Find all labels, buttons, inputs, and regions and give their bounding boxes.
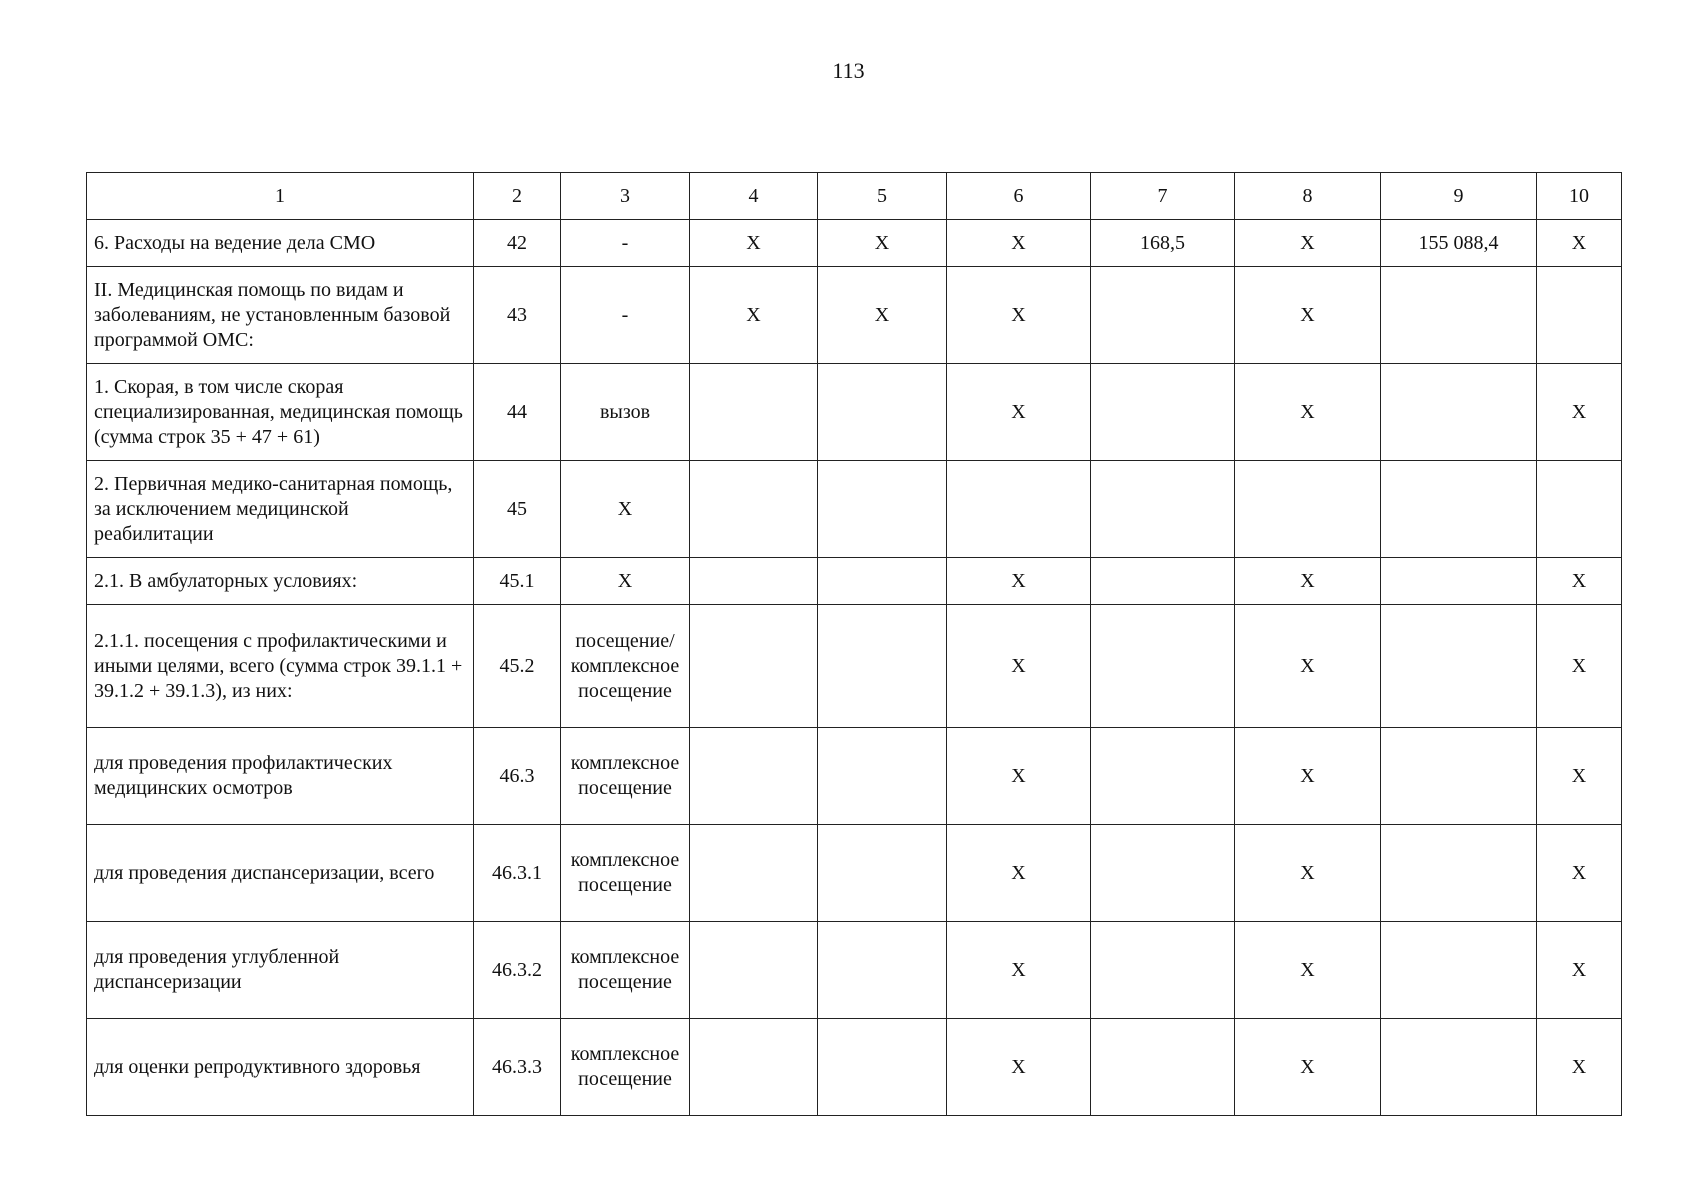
table-cell — [690, 364, 818, 461]
table-cell: 46.3.2 — [474, 922, 561, 1019]
table-row — [87, 605, 1622, 728]
table-cell: Х — [947, 558, 1091, 605]
column-header: 5 — [818, 173, 947, 220]
table-cell: Х — [1235, 267, 1381, 364]
column-header: 1 — [87, 173, 474, 220]
table-cell — [818, 1019, 947, 1116]
table-cell — [1381, 558, 1537, 605]
table-cell — [818, 605, 947, 728]
table-cell: Х — [947, 922, 1091, 1019]
table-cell: 2.1.1. посещения с профилактическими и иными целями, всего (сумма строк 39.1.1 + 39.1.2 + 39.1.3), из них: — [87, 605, 474, 728]
table-cell: Х — [1537, 605, 1622, 728]
table-cell: Х — [690, 220, 818, 267]
table-cell — [1381, 605, 1537, 728]
column-header: 7 — [1091, 173, 1235, 220]
table-cell: Х — [1235, 558, 1381, 605]
table-cell: 46.3 — [474, 728, 561, 825]
column-header: 3 — [561, 173, 690, 220]
column-header: 4 — [690, 173, 818, 220]
table-cell: Х — [561, 558, 690, 605]
table-row — [87, 825, 1622, 922]
table-cell — [1091, 267, 1235, 364]
table-cell: Х — [1537, 728, 1622, 825]
table-cell — [1381, 364, 1537, 461]
table-cell: комплексное посещение — [561, 922, 690, 1019]
table-cell — [1091, 461, 1235, 558]
table-cell: - — [561, 267, 690, 364]
table-cell: Х — [1537, 558, 1622, 605]
table-cell — [1091, 728, 1235, 825]
table-cell: Х — [947, 1019, 1091, 1116]
table-row — [87, 461, 1622, 558]
table-cell: Х — [947, 267, 1091, 364]
table-cell — [1091, 922, 1235, 1019]
table-cell — [818, 922, 947, 1019]
table-cell: Х — [947, 728, 1091, 825]
table-row — [87, 220, 1622, 267]
table-cell — [1381, 1019, 1537, 1116]
table-cell — [818, 364, 947, 461]
table-cell — [1091, 825, 1235, 922]
table-cell: 46.3.1 — [474, 825, 561, 922]
table-cell: Х — [947, 605, 1091, 728]
table-cell — [690, 605, 818, 728]
table-cell — [818, 825, 947, 922]
table-cell: Х — [561, 461, 690, 558]
table-cell: Х — [818, 267, 947, 364]
table-cell: для проведения углубленной диспансеризации — [87, 922, 474, 1019]
table-row — [87, 728, 1622, 825]
table-row — [87, 267, 1622, 364]
table-cell — [690, 558, 818, 605]
table-cell: вызов — [561, 364, 690, 461]
table-cell: 44 — [474, 364, 561, 461]
table-header-row — [87, 173, 1622, 220]
table-cell: Х — [947, 364, 1091, 461]
table-cell: Х — [1235, 220, 1381, 267]
table-cell: 43 — [474, 267, 561, 364]
table-cell: Х — [1235, 922, 1381, 1019]
table-cell: Х — [1235, 605, 1381, 728]
table-row — [87, 1019, 1622, 1116]
table-cell: Х — [1537, 825, 1622, 922]
table-cell: 6. Расходы на ведение дела СМО — [87, 220, 474, 267]
table-cell: Х — [1235, 364, 1381, 461]
table-row — [87, 364, 1622, 461]
table-row — [87, 922, 1622, 1019]
table-cell: Х — [947, 825, 1091, 922]
table-cell — [690, 1019, 818, 1116]
table-cell: Х — [1235, 728, 1381, 825]
table-cell — [1537, 461, 1622, 558]
table-cell: Х — [947, 220, 1091, 267]
table-cell — [690, 728, 818, 825]
table-cell — [1091, 1019, 1235, 1116]
table-cell: для проведения диспансеризации, всего — [87, 825, 474, 922]
table-cell: для оценки репродуктивного здоровья — [87, 1019, 474, 1116]
table-cell: - — [561, 220, 690, 267]
column-header: 9 — [1381, 173, 1537, 220]
table-cell: 42 — [474, 220, 561, 267]
column-header: 6 — [947, 173, 1091, 220]
table-cell — [1381, 922, 1537, 1019]
table-cell — [818, 461, 947, 558]
table-cell — [690, 922, 818, 1019]
table-cell — [690, 825, 818, 922]
table-cell — [818, 728, 947, 825]
table-cell — [690, 461, 818, 558]
table-cell: 2. Первичная медико-санитарная помощь, за исключением медицинской реабилитации — [87, 461, 474, 558]
table-cell — [1235, 461, 1381, 558]
table-cell: Х — [690, 267, 818, 364]
column-header: 10 — [1537, 173, 1622, 220]
table-cell — [1091, 364, 1235, 461]
table-cell — [1381, 825, 1537, 922]
table-cell: 2.1. В амбулаторных условиях: — [87, 558, 474, 605]
table-cell — [1381, 461, 1537, 558]
table-cell: комплексное посещение — [561, 728, 690, 825]
table-cell: Х — [1235, 825, 1381, 922]
table-cell: Х — [1537, 220, 1622, 267]
table-cell: посещение/ комплексное посещение — [561, 605, 690, 728]
table-cell: Х — [1235, 1019, 1381, 1116]
table-cell — [818, 558, 947, 605]
table-cell: 45.1 — [474, 558, 561, 605]
table-cell: для проведения профилактических медицинских осмотров — [87, 728, 474, 825]
data-table — [86, 172, 1622, 1116]
table-cell — [1537, 267, 1622, 364]
column-header: 2 — [474, 173, 561, 220]
table-cell: 46.3.3 — [474, 1019, 561, 1116]
table-cell: комплексное посещение — [561, 825, 690, 922]
table-cell: Х — [818, 220, 947, 267]
table-cell: 45.2 — [474, 605, 561, 728]
table-row — [87, 558, 1622, 605]
table-cell: II. Медицинская помощь по видам и заболеваниям, не установленным базовой программой ОМС: — [87, 267, 474, 364]
table-cell: 168,5 — [1091, 220, 1235, 267]
table-cell: 155 088,4 — [1381, 220, 1537, 267]
table-cell: комплексное посещение — [561, 1019, 690, 1116]
table-cell — [1091, 558, 1235, 605]
table-cell: Х — [1537, 364, 1622, 461]
page-number: 113 — [832, 58, 865, 83]
table-cell: 1. Скорая, в том числе скорая специализированная, медицинская помощь (сумма строк 35 + 47 + 61) — [87, 364, 474, 461]
table-cell — [1381, 267, 1537, 364]
table-cell: 45 — [474, 461, 561, 558]
table-cell: Х — [1537, 1019, 1622, 1116]
table-cell — [1091, 605, 1235, 728]
table-cell — [1381, 728, 1537, 825]
table-cell — [947, 461, 1091, 558]
column-header: 8 — [1235, 173, 1381, 220]
table-cell: Х — [1537, 922, 1622, 1019]
